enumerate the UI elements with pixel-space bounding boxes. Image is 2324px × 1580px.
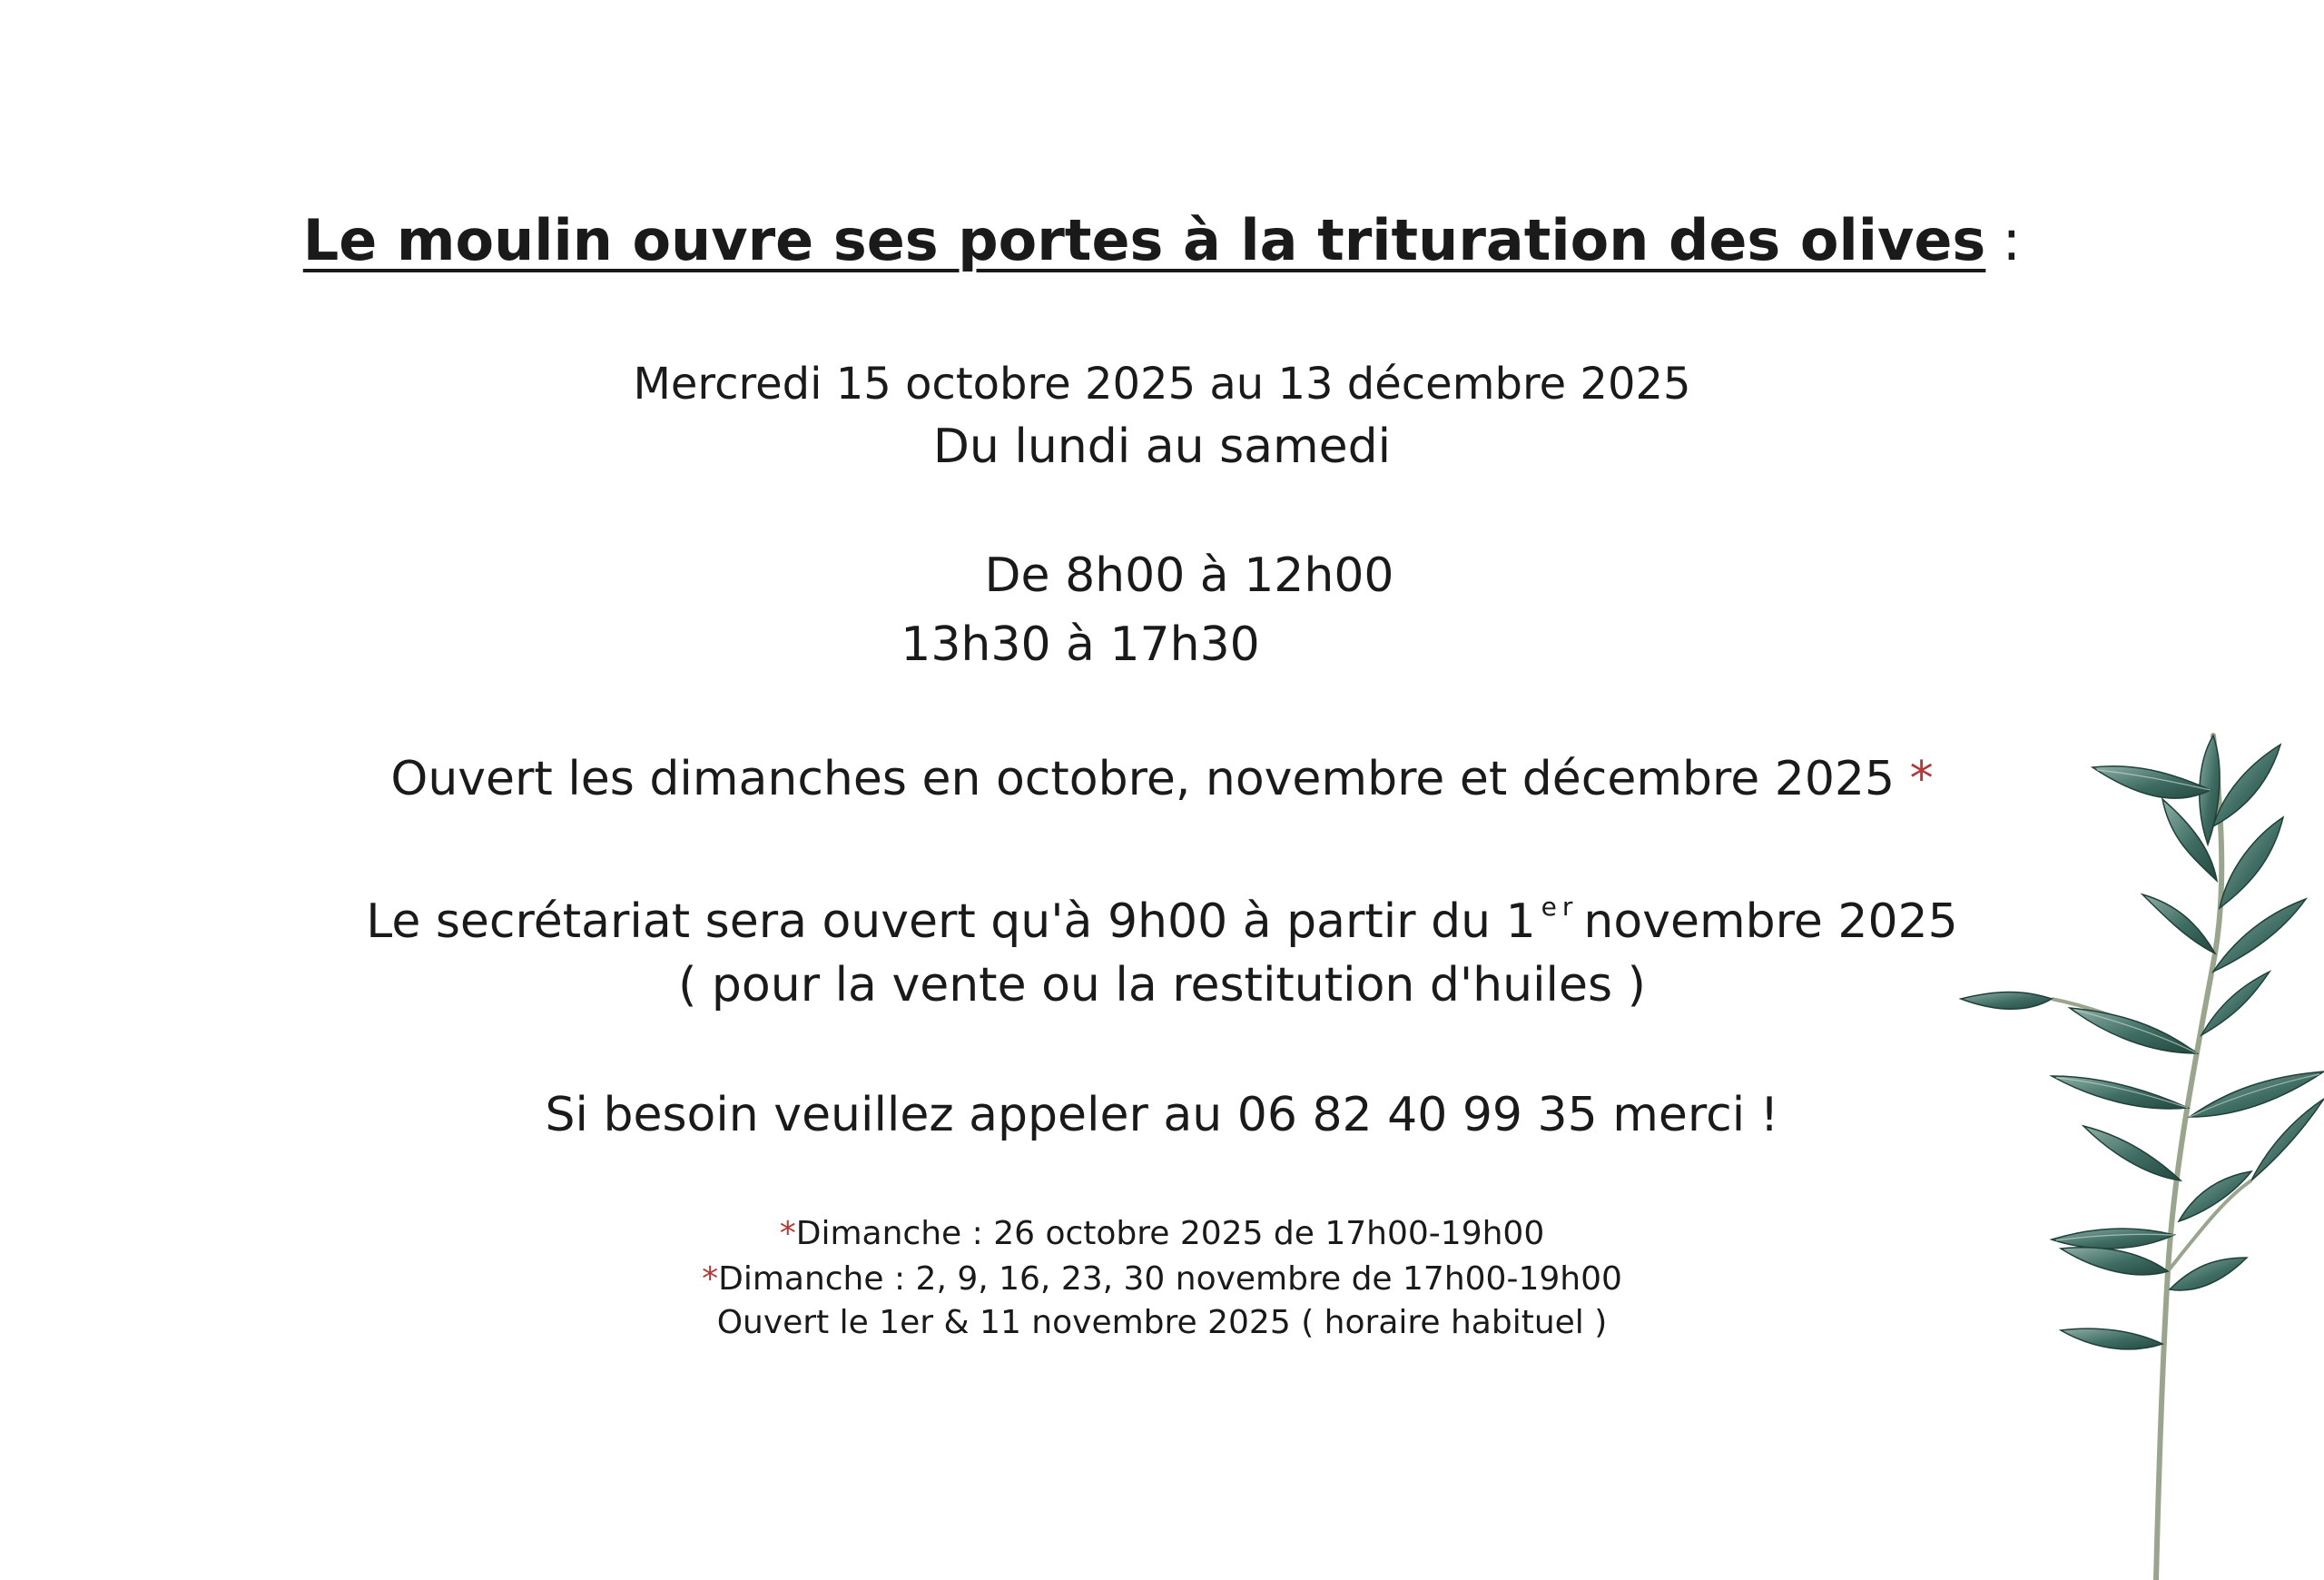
page-title	[0, 207, 2324, 273]
title-text: Le moulin ouvre ses portes à la trituration des olives	[302, 207, 1986, 273]
opening-days: Du lundi au samedi	[932, 420, 1392, 474]
title-colon: :	[2002, 207, 2022, 273]
footnote-marker: *	[702, 1260, 719, 1298]
asterisk-marker: *	[1909, 752, 1934, 806]
footnote-text: Dimanche : 2, 9, 16, 23, 30 novembre de 17h00-19h00	[718, 1260, 1622, 1298]
secretariat-date: novembre 2025	[1583, 894, 1958, 949]
contact-line: Si besoin veuillez appeler au 06 82 40 99 35 merci !	[545, 1088, 1779, 1142]
secretariat-superscript: er	[1541, 892, 1579, 922]
footnote-text: Ouvert le 1er & 11 novembre 2025 ( horaire habituel )	[716, 1304, 1608, 1341]
footnote-text: Dimanche : 26 octobre 2025 de 17h00-19h00	[795, 1215, 1545, 1252]
opening-period: Mercredi 15 octobre 2025 au 13 décembre 2025	[633, 359, 1691, 410]
afternoon-hours: 13h30 à 17h30	[901, 617, 1260, 672]
footnote-marker: *	[779, 1215, 796, 1252]
sunday-opening-text: Ouvert les dimanches en octobre, novembre et décembre 2025	[390, 752, 1896, 806]
secretariat-purpose: ( pour la vente ou la restitution d'huiles )	[678, 958, 1646, 1012]
olive-branch-image	[1925, 726, 2324, 1580]
morning-hours: De 8h00 à 12h00	[984, 548, 1394, 603]
secretariat-text: Le secrétariat sera ouvert qu'à 9h00 à partir du 1	[366, 894, 1536, 949]
